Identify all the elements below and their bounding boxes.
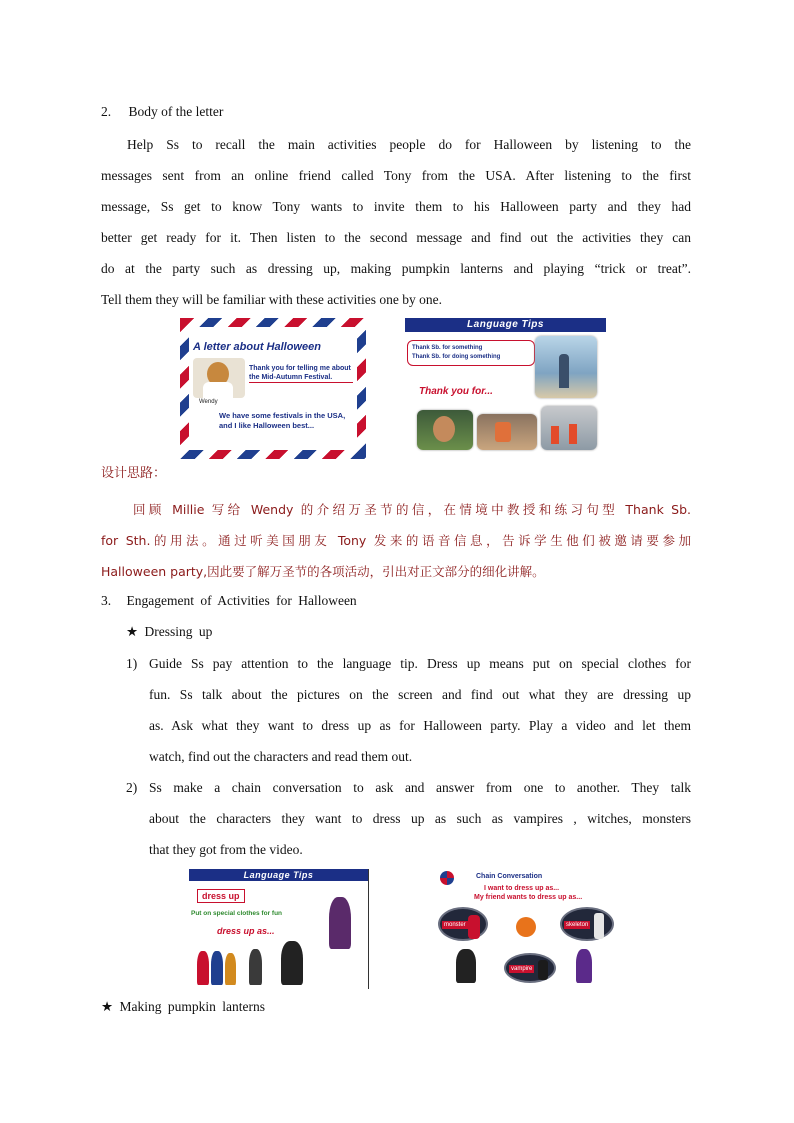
vampire-circle bbox=[504, 953, 556, 983]
pinwheel-icon bbox=[440, 871, 454, 885]
letter-slide-image bbox=[180, 318, 366, 459]
wendy-label: Wendy bbox=[199, 399, 218, 405]
item-line: Ss make a chain conversation to ask and answer from one to another. They talk bbox=[149, 780, 691, 795]
chain-line-1: I want to dress up as... bbox=[484, 885, 560, 892]
superhero-picture bbox=[197, 951, 209, 985]
making-pumpkin-lanterns-heading: ★ Making pumpkin lanterns bbox=[101, 999, 265, 1014]
section-number: 3. bbox=[101, 593, 112, 608]
superhero-picture bbox=[225, 953, 236, 985]
paragraph-line: Tell them they will be familiar with these activities one by one. bbox=[101, 292, 442, 307]
design-line: Halloween party,因此要了解万圣节的各项活动，引出对正文部分的细化讲解。 bbox=[101, 564, 545, 579]
design-line: for Sth.的用法。通过听美国朋友 Tony 发来的语音信息，告诉学生他们被邀请要参加 bbox=[101, 533, 691, 548]
design-line: 回顾 Millie 写给 Wendy 的介绍万圣节的信，在情境中教授和练习句型 Thank Sb. bbox=[133, 502, 691, 517]
item-line: that they got from the video. bbox=[149, 842, 303, 857]
vampire-picture bbox=[281, 941, 303, 985]
section-title: Body of the letter bbox=[128, 104, 224, 119]
letter-slide-title: A letter about Halloween bbox=[193, 341, 321, 353]
section-number: 2. bbox=[101, 104, 112, 119]
section-2-heading bbox=[101, 101, 223, 123]
dress-up-prompt: dress up as... bbox=[217, 926, 275, 936]
item-2-number: 2) bbox=[126, 780, 138, 795]
tips-line-1: Thank Sb. for something bbox=[412, 345, 483, 351]
design-idea-label: 设计思路： bbox=[101, 466, 167, 481]
monster-tag: monster bbox=[444, 922, 466, 928]
design-idea-paragraph bbox=[101, 494, 691, 587]
chain-conversation-slide-image bbox=[434, 865, 630, 987]
festival-text: We have some festivals in the USA, and I like Halloween best... bbox=[219, 411, 346, 430]
chain-line-2: My friend wants to dress up as... bbox=[474, 894, 583, 901]
section-2-paragraph bbox=[101, 129, 691, 315]
skeleton-circle bbox=[560, 907, 614, 941]
paragraph-line: Help Ss to recall the main activities people do for Halloween by listening to the bbox=[127, 137, 691, 152]
item-1-number: 1) bbox=[126, 656, 138, 671]
pumpkin-picture bbox=[516, 917, 536, 937]
tips-bar: Language Tips bbox=[405, 318, 606, 332]
vampire-picture bbox=[456, 949, 476, 983]
thank-you-tips-slide-image bbox=[405, 318, 606, 452]
superhero-picture bbox=[211, 951, 223, 985]
man-photo bbox=[417, 410, 473, 450]
paragraph-line: better get ready for it. Then listen to the second message and find out the activities they can bbox=[101, 230, 691, 245]
section-title: Engagement of Activities for Halloween bbox=[126, 593, 357, 608]
superhero-picture bbox=[576, 949, 592, 983]
item-1-paragraph bbox=[149, 648, 691, 772]
section-3-heading bbox=[101, 590, 357, 612]
skeleton-tag: skeleton bbox=[566, 922, 589, 928]
item-line: about the characters they want to dress up as such as vampires , witches, monsters bbox=[149, 811, 691, 826]
paragraph-line: do at the party such as dressing up, making pumpkin lanterns and playing “trick or treat”. bbox=[101, 261, 691, 276]
item-line: as. Ask what they want to dress up as for Halloween party. Play a video and let them bbox=[149, 718, 691, 733]
beach-photo bbox=[535, 336, 597, 398]
item-line: watch, find out the characters and read them out. bbox=[149, 749, 413, 764]
rescue-photo bbox=[477, 414, 537, 450]
item-2-paragraph bbox=[149, 772, 691, 865]
paragraph-line: message, Ss get to know Tony wants to invite them to his Halloween party and they had bbox=[101, 199, 691, 214]
dress-up-tips-slide-image bbox=[189, 869, 369, 989]
tips-box bbox=[407, 340, 535, 366]
vampire-tag: vampire bbox=[511, 966, 533, 972]
item-line: Guide Ss pay attention to the language tip. Dress up means put on special clothes for bbox=[149, 656, 691, 671]
dress-up-phrase: dress up bbox=[197, 889, 245, 903]
witch-picture bbox=[329, 897, 351, 949]
workers-photo bbox=[541, 406, 597, 450]
dressing-up-heading: ★ Dressing up bbox=[126, 624, 213, 639]
thank-you-caption: Thank you for... bbox=[419, 386, 493, 397]
item-line: fun. Ss talk about the pictures on the screen and find out what they are dressing up bbox=[149, 687, 691, 702]
tips-line-2: Thank Sb. for doing something bbox=[412, 354, 501, 360]
girl-writing-picture bbox=[193, 358, 245, 398]
thanks-text: Thank you for telling me about the Mid-Autumn Festival. bbox=[249, 364, 353, 383]
chain-title: Chain Conversation bbox=[476, 873, 543, 880]
dress-up-meaning: Put on special clothes for fun bbox=[191, 910, 283, 917]
superhero-picture bbox=[249, 949, 262, 985]
tips-bar: Language Tips bbox=[189, 869, 368, 881]
paragraph-line: messages sent from an online friend called Tony from the USA. After listening to the first bbox=[101, 168, 691, 183]
monster-circle bbox=[438, 907, 488, 941]
